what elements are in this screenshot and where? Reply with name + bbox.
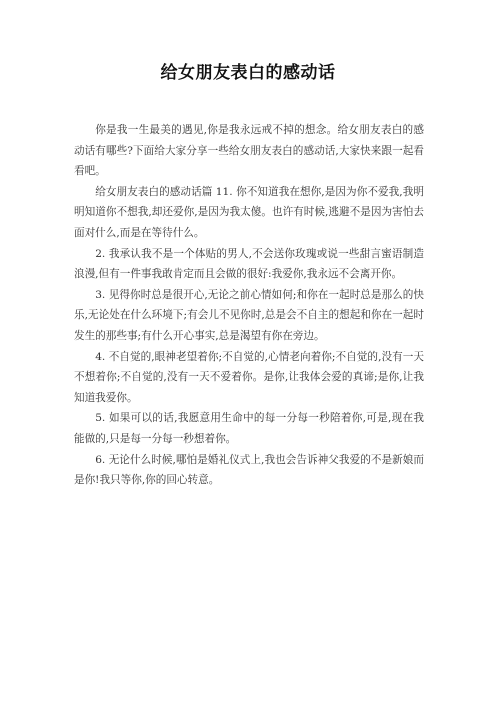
paragraph-6: 6. 无论什么时候,哪怕是婚礼仪式上,我也会告诉神父我爱的不是新娘而是你!我只等你,你的回心转意。 — [74, 453, 424, 487]
paragraph-intro: 你是我一生最美的遇见,你是我永远戒不掉的想念。给女朋友表白的感动话有哪些?下面给大家分享一些给女朋友表白的感动话,大家快来跟一起看看吧。 — [74, 124, 424, 178]
document-body — [74, 120, 424, 491]
paragraph-3: 3. 见得你时总是很开心,无论之前心情如何;和你在一起时总是那么的快乐,无论处在什么环境下;有会儿不见你时,总是会不自主的想起和你在一起时发生的那些事;有什么开心事实,总是渴望有你在旁边。 — [74, 288, 424, 342]
paragraph-2: 2. 我承认我不是一个体贴的男人,不会送你玫瑰或说一些甜言蜜语制造浪漫,但有一件事我敢肯定而且会做的很好:我爱你,我永远不会离开你。 — [74, 247, 424, 281]
document-title: 给女朋友表白的感动话 — [160, 63, 336, 83]
paragraph-4: 4. 不自觉的,眼神老望着你;不自觉的,心情老向着你;不自觉的,没有一天不想着你;不自觉的,没有一天不爱着你。是你,让我体会爱的真谛;是你,让我知道我爱你。 — [74, 350, 424, 404]
paragraph-5: 5. 如果可以的话,我愿意用生命中的每一分每一秒陪着你,可是,现在我能做的,只是每一分每一秒想着你。 — [74, 412, 424, 445]
paragraph-1: 给女朋友表白的感动话篇 11. 你不知道我在想你,是因为你不爱我,我明明知道你不想我,却还爱你,是因为我太傻。也许有时候,逃避不是因为害怕去面对什么,而是在等待什么。 — [74, 185, 424, 239]
